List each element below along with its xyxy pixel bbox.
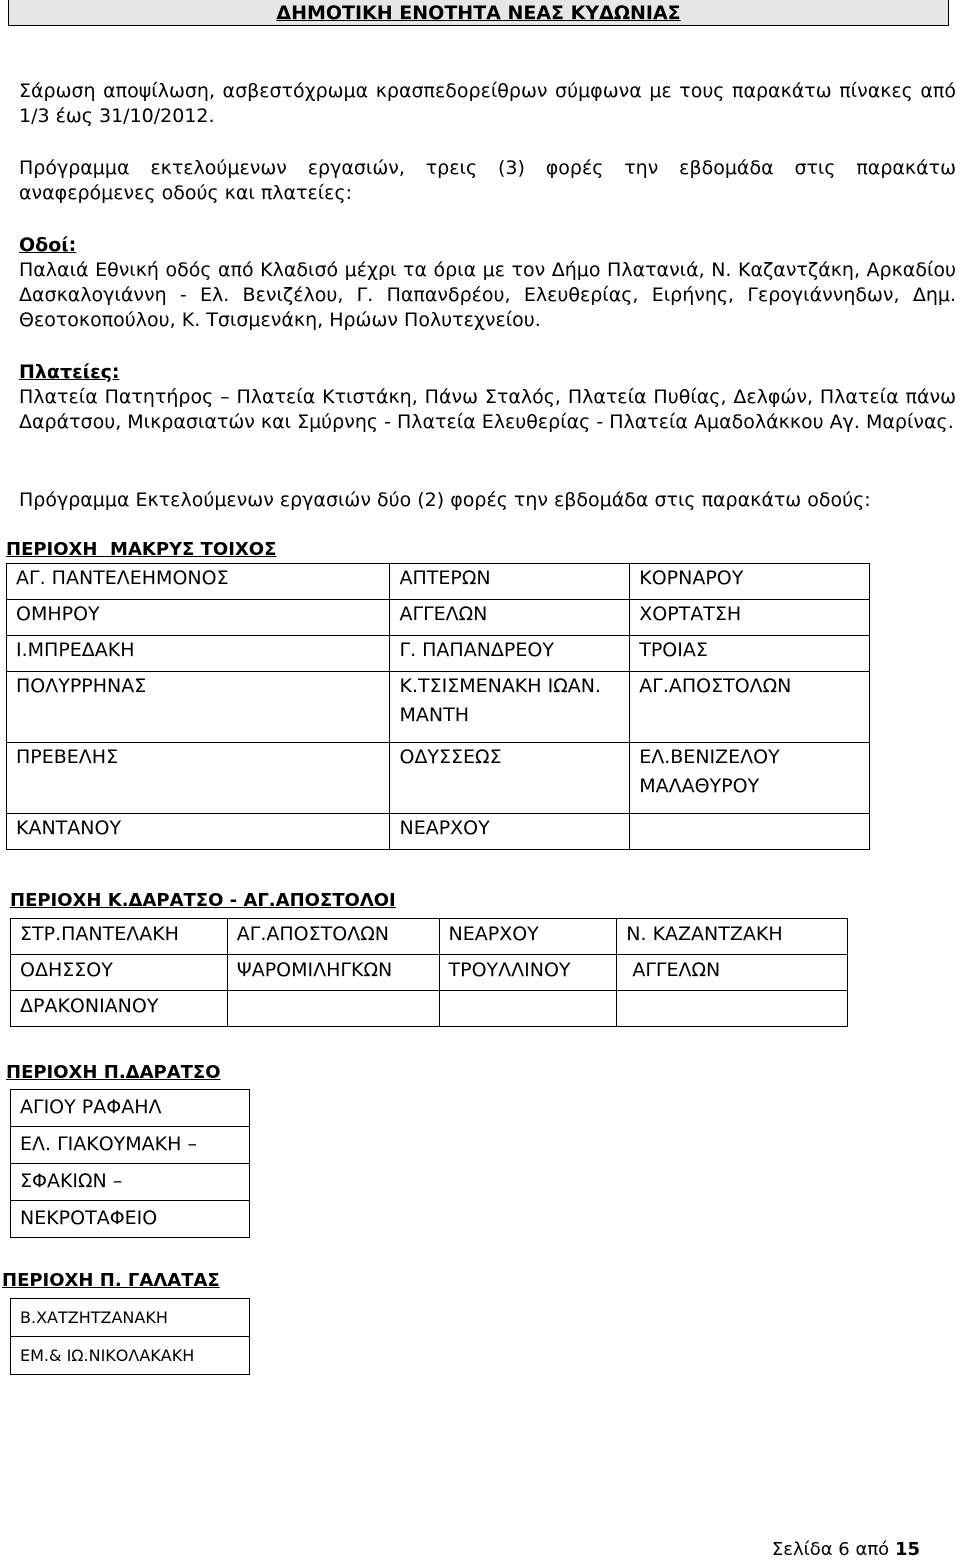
- area-1-title: ΠΕΡΙΟΧΗ ΜΑΚΡΥΣ ΤΟΙΧΟΣ: [6, 539, 277, 560]
- table-cell: [630, 814, 870, 850]
- table-cell: ΝΕΚΡΟΤΑΦΕΙΟ: [11, 1201, 250, 1238]
- table-cell: ΑΓΓΕΛΩΝ: [390, 600, 630, 636]
- table-cell: ΨΑΡΟΜΙΛΗΓΚΩΝ: [227, 955, 439, 991]
- area-3-title: ΠΕΡΙΟΧΗ Π.ΔΑΡΑΤΣΟ: [6, 1062, 221, 1083]
- streets-text: Παλαιά Εθνική οδός από Κλαδισό μέχρι τα όρια με τον Δήμο Πλατανιά, Ν. Καζαντζάκη, Αρκαδίου Δασκαλογιάννη - Ελ. Βενιζέλου, Γ. Παπανδρέου, Ελευθερίας, Ειρήνης, Γερογιάννηδων, Δημ. Θεοτοκοπούλου, Κ. Τσισμενάκη, Ηρώων Πολυτεχνείου.: [19, 259, 956, 331]
- table-row: [7, 564, 870, 600]
- squares-section: [19, 360, 956, 435]
- table-row: [11, 1299, 250, 1337]
- table-cell: ΕΛ.ΒΕΝΙΖΕΛΟΥ ΜΑΛΑΘΥΡΟΥ: [630, 743, 870, 814]
- area-1-table: [6, 563, 870, 850]
- table-cell: ΚΑΝΤΑΝΟΥ: [7, 814, 390, 850]
- table-cell: [439, 991, 617, 1027]
- streets-heading: Οδοί:: [19, 234, 77, 256]
- table-cell: ΔΡΑΚΟΝΙΑΝΟΥ: [11, 991, 228, 1027]
- table-cell: ΠΟΛΥΡΡΗΝΑΣ: [7, 672, 390, 743]
- area-2-title: ΠΕΡΙΟΧΗ Κ.ΔΑΡΑΤΣΟ - ΑΓ.ΑΠΟΣΤΟΛΟΙ: [10, 890, 396, 911]
- table-cell: ΤΡΟΥΛΛΙΝΟΥ: [439, 955, 617, 991]
- table-cell: ΣΦΑΚΙΩΝ –: [11, 1164, 250, 1201]
- intro-paragraph-1: Σάρωση αποψίλωση, ασβεστόχρωμα κρασπεδορείθρων σύμφωνα με τους παρακάτω πίνακες από 1/3 έως 31/10/2012.: [19, 80, 956, 127]
- table-cell: Ι.ΜΠΡΕΔΑΚΗ: [7, 636, 390, 672]
- page-number-label: Σελίδα 6 από: [771, 1539, 890, 1560]
- table-row: [11, 1090, 250, 1127]
- table-cell: ΣΤΡ.ΠΑΝΤΕΛΑΚΗ: [11, 919, 228, 955]
- area-2-table: [10, 918, 848, 1027]
- table-cell: ΑΓΓΕΛΩΝ: [617, 955, 848, 991]
- table-cell: [617, 991, 848, 1027]
- squares-heading: Πλατείες:: [19, 361, 120, 383]
- table-cell: ΧΟΡΤΑΤΣΗ: [630, 600, 870, 636]
- table-cell: ΕΜ.& ΙΩ.ΝΙΚΟΛΑΚΑΚΗ: [11, 1337, 250, 1375]
- table-row: [11, 991, 848, 1027]
- table-row: [11, 1127, 250, 1164]
- table-cell: [227, 991, 439, 1027]
- table-cell: ΑΓΙΟΥ ΡΑΦΑΗΛ: [11, 1090, 250, 1127]
- table-cell: ΟΜΗΡΟΥ: [7, 600, 390, 636]
- table-row: [11, 1164, 250, 1201]
- table-cell: ΟΔΥΣΣΕΩΣ: [390, 743, 630, 814]
- table-row: [7, 600, 870, 636]
- document-header: [8, 0, 949, 26]
- table-cell: Ν. ΚΑΖΑΝΤΖΑΚΗ: [617, 919, 848, 955]
- table-row: [11, 1337, 250, 1375]
- table-cell: Γ. ΠΑΠΑΝΔΡΕΟΥ: [390, 636, 630, 672]
- table-row: [11, 955, 848, 991]
- table-cell: ΑΠΤΕΡΩΝ: [390, 564, 630, 600]
- header-title: ΔΗΜΟΤΙΚΗ ΕΝΟΤΗΤΑ ΝΕΑΣ ΚΥΔΩΝΙΑΣ: [276, 2, 681, 24]
- page-footer: [772, 1539, 920, 1560]
- table-cell: ΟΔΗΣΣΟΥ: [11, 955, 228, 991]
- table-cell: ΝΕΑΡΧΟΥ: [439, 919, 617, 955]
- table-row: [7, 814, 870, 850]
- table-row: [11, 1201, 250, 1238]
- area-4-title: ΠΕΡΙΟΧΗ Π. ΓΑΛΑΤΑΣ: [2, 1270, 220, 1291]
- streets-section: [19, 233, 956, 333]
- table-cell: ΑΓ.ΑΠΟΣΤΟΛΩΝ: [630, 672, 870, 743]
- intro-paragraph-2: Πρόγραμμα εκτελούμενων εργασιών, τρεις (3) φορές την εβδομάδα στις παρακάτω αναφερόμενες οδούς και πλατείες:: [19, 157, 956, 204]
- area-3-table: [10, 1089, 250, 1238]
- page-total: 15: [894, 1539, 920, 1560]
- table-cell: ΝΕΑΡΧΟΥ: [390, 814, 630, 850]
- table-cell: ΤΡΟΙΑΣ: [630, 636, 870, 672]
- table-row: [7, 672, 870, 743]
- table-row: [7, 743, 870, 814]
- table-row: [11, 919, 848, 955]
- table-cell: ΠΡΕΒΕΛΗΣ: [7, 743, 390, 814]
- table-cell: Β.ΧΑΤΖΗΤΖΑΝΑΚΗ: [11, 1299, 250, 1337]
- table-cell: ΚΟΡΝΑΡΟΥ: [630, 564, 870, 600]
- table-row: [7, 636, 870, 672]
- squares-text: Πλατεία Πατητήρος – Πλατεία Κτιστάκη, Πάνω Σταλός, Πλατεία Πυθίας, Δελφών, Πλατεία πάνω Δαράτσου, Μικρασιατών και Σμύρνης - Πλατεία Ελευθερίας - Πλατεία Αμαδολάκκου Αγ. Μαρίνας.: [19, 386, 956, 433]
- table-cell: Κ.ΤΣΙΣΜΕΝΑΚΗ ΙΩΑΝ. ΜΑΝΤΗ: [390, 672, 630, 743]
- table-cell: ΑΓ.ΑΠΟΣΤΟΛΩΝ: [227, 919, 439, 955]
- twice-weekly-paragraph: Πρόγραμμα Εκτελούμενων εργασιών δύο (2) φορές την εβδομάδα στις παρακάτω οδούς:: [19, 489, 871, 511]
- table-cell: ΕΛ. ΓΙΑΚΟΥΜΑΚΗ –: [11, 1127, 250, 1164]
- table-cell: ΑΓ. ΠΑΝΤΕΛΕΗΜΟΝΟΣ: [7, 564, 390, 600]
- area-4-table: [10, 1298, 250, 1375]
